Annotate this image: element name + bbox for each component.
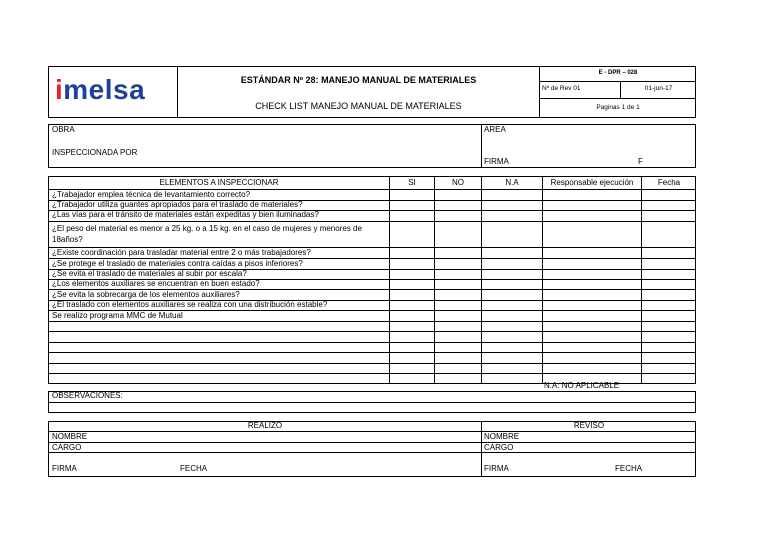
- observaciones-line: [48, 402, 696, 403]
- info-divider: [481, 124, 482, 168]
- row-line: [48, 342, 696, 343]
- checklist-subtitle: CHECK LIST MANEJO MANUAL DE MATERIALES: [255, 101, 462, 111]
- imelsa-logo: imelsa: [55, 74, 146, 105]
- realizo-fecha: FECHA: [180, 464, 208, 473]
- header-si: SI: [408, 178, 416, 187]
- checklist-item: Se realizo programa MMC de Mutual: [52, 311, 183, 320]
- f-label: F: [638, 157, 643, 166]
- checklist-item: ¿El peso del material es menor a 25 kg. o a 15 kg. en el caso de mujeres y menores de: [52, 224, 362, 233]
- obra-label: OBRA: [52, 125, 75, 134]
- checklist-item: ¿Las vías para el tránsito de materiales están expeditas y bien iluminadas?: [52, 210, 319, 219]
- realizo-header: REALIZO: [247, 421, 283, 430]
- revision-label: Nº de Rev 01: [542, 85, 581, 92]
- firma-label: FIRMA: [484, 157, 509, 166]
- header-responsable: Responsable ejecución: [550, 178, 634, 187]
- standard-title: ESTÁNDAR Nº 28: MANEJO MANUAL DE MATERIALES: [240, 75, 477, 85]
- signature-line: [48, 431, 696, 432]
- inspeccionada-label: INSPECCIONADA POR: [52, 148, 138, 157]
- row-line: [48, 352, 696, 353]
- realizo-nombre: NOMBRE: [52, 432, 88, 441]
- checklist-item: ¿El traslado con elementos auxiliares se realiza con una distribución estable?: [52, 300, 328, 309]
- signature-line: [48, 452, 696, 453]
- reviso-firma: FIRMA: [484, 464, 509, 473]
- checklist-item: ¿Los elementos auxiliares se encuentran en buen estado?: [52, 279, 260, 288]
- header-na: N.A: [505, 178, 519, 187]
- reviso-cargo: CARGO: [484, 443, 514, 452]
- page-count: Paginas 1 de 1: [596, 104, 640, 111]
- row-line: [48, 363, 696, 364]
- realizo-cargo: CARGO: [52, 443, 82, 452]
- checklist-item-continuation: 18años?: [52, 235, 83, 244]
- checklist-item: ¿Se protege el traslado de materiales contra caídas a pisos inferiores?: [52, 259, 303, 268]
- area-label: AREA: [484, 125, 506, 134]
- checklist-item: ¿Se evita el traslado de materiales al subir por escala?: [52, 269, 247, 278]
- row-line: [48, 373, 696, 374]
- signature-line: [48, 442, 696, 443]
- checklist-item: ¿Se evita la sobrecarga de los elementos auxiliares?: [52, 290, 240, 299]
- row-line: [48, 331, 696, 332]
- row-line: [48, 221, 696, 222]
- na-note: N.A: NO APLICABLE: [544, 381, 620, 390]
- header-fecha: Fecha: [657, 178, 681, 187]
- row-line: [48, 321, 696, 322]
- checklist-item: ¿Trabajador utiliza guantes apropiados para el traslado de materiales?: [52, 200, 303, 209]
- checklist-item: ¿Existe coordinación para trasladar material entre 2 o más trabajadores?: [52, 248, 311, 257]
- reviso-fecha: FECHA: [615, 464, 643, 473]
- realizo-firma: FIRMA: [52, 464, 77, 473]
- header-no: NO: [452, 178, 464, 187]
- header-right-line-2: [539, 98, 696, 99]
- document-code: E - DPR – 028: [598, 70, 638, 76]
- checklist-item: ¿Trabajador emplea técnica de levantamiento correcto?: [52, 190, 251, 199]
- reviso-header: REVISO: [573, 421, 605, 430]
- header-elementos: ELEMENTOS A INSPECCIONAR: [159, 178, 279, 187]
- revision-date: 01-jun-17: [644, 85, 673, 92]
- info-box: [48, 124, 696, 168]
- header-right-line-1: [539, 81, 696, 82]
- observaciones-label: OBSERVACIONES:: [52, 391, 123, 400]
- reviso-nombre: NOMBRE: [484, 432, 520, 441]
